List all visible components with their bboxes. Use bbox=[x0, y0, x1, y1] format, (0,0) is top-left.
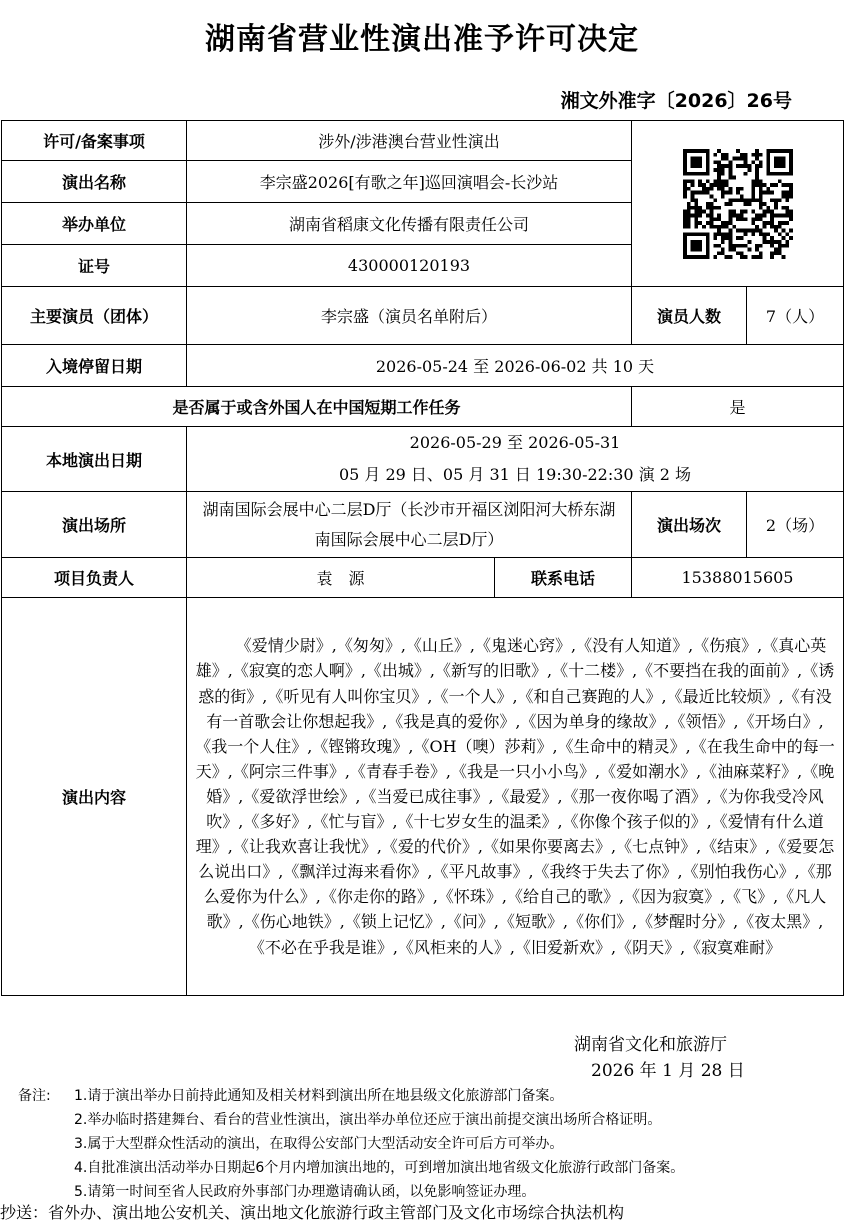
notes-section bbox=[18, 1084, 838, 1204]
organizer-label: 举办单位 bbox=[2, 203, 187, 245]
venue-value: 湖南国际会展中心二层D厅（长沙市开福区浏阳河大桥东湖南国际会展中心二层D厅） bbox=[187, 492, 632, 558]
document-title: 湖南省营业性演出准予许可决定 bbox=[205, 22, 639, 57]
permit-item-value: 涉外/涉港澳台营业性演出 bbox=[187, 121, 632, 161]
sessions-value: 2（场） bbox=[747, 492, 844, 558]
issue-date: 2026 年 1 月 28 日 bbox=[591, 1061, 745, 1081]
issuer-name: 湖南省文化和旅游厅 bbox=[574, 1035, 727, 1055]
note-text: 2.举办临时搭建舞台、看台的营业性演出，演出举办单位还应于演出前提交演出场所合格证明。 bbox=[74, 1112, 662, 1128]
note-item bbox=[18, 1084, 838, 1108]
phone-label: 联系电话 bbox=[495, 558, 632, 598]
show-name-label: 演出名称 bbox=[2, 161, 187, 203]
local-dates-schedule: 05 月 29 日、05 月 31 日 19:30-22:30 演 2 场 bbox=[338, 465, 692, 484]
venue-label: 演出场所 bbox=[2, 492, 187, 558]
row-local-dates bbox=[2, 427, 844, 492]
organizer-value: 湖南省稻康文化传播有限责任公司 bbox=[187, 203, 632, 245]
foreign-work-value: 是 bbox=[632, 387, 844, 427]
row-manager bbox=[2, 558, 844, 598]
row-permit-item bbox=[2, 121, 844, 161]
cert-no-value: 430000120193 bbox=[187, 245, 632, 287]
local-dates-range: 2026-05-29 至 2026-05-31 bbox=[409, 433, 621, 452]
note-text: 5.请第一时间至省人民政府外事部门办理邀请确认函，以免影响签证办理。 bbox=[74, 1184, 536, 1200]
note-item bbox=[18, 1132, 838, 1156]
show-name-value: 李宗盛2026[有歌之年]巡回演唱会-长沙站 bbox=[187, 161, 632, 203]
note-item bbox=[18, 1156, 838, 1180]
row-venue bbox=[2, 492, 844, 558]
performer-count-value: 7（人） bbox=[747, 287, 844, 345]
content-label: 演出内容 bbox=[2, 598, 187, 996]
qr-code-cell bbox=[632, 121, 844, 287]
manager-label: 项目负责人 bbox=[2, 558, 187, 598]
manager-value: 袁 源 bbox=[187, 558, 495, 598]
note-text: 3.属于大型群众性活动的演出，在取得公安部门大型活动安全许可后方可举办。 bbox=[74, 1136, 564, 1152]
note-text: 4.自批准演出活动举办日期起6个月内增加演出地的，可到增加演出地省级文化旅游行政部门备案。 bbox=[74, 1160, 685, 1176]
entry-stay-value: 2026-05-24 至 2026-06-02 共 10 天 bbox=[187, 345, 844, 387]
content-song-list: 《爱情少尉》,《匆匆》,《山丘》,《鬼迷心窍》,《没有人知道》,《伤痕》,《真心英雄》,《寂寞的恋人啊》,《出城》,《新写的旧歌》,《十二楼》,《不要挡在我的面前》,《诱惑的街》,《听见有人叫你宝贝》,《一个人》,《和自己赛跑的人》,《最近比较烦》,《有没有一首歌会让你想起我》,《我是真的爱你》,《因为单身的缘故》,《领悟》,《开场白》,《我一个人住》,《铿锵玫瑰》,《OH（噢）莎莉》,《生命中的精灵》,《在我生命中的每一天》,《阿宗三件事》,《青春手卷》,《我是一只小小鸟》,《爱如潮水》,《油麻菜籽》,《晚婚》,《爱欲浮世绘》,《当爱已成往事》,《最爱》,《那一夜你喝了酒》,《为你我受冷风吹》,《多好》,《忙与盲》,《十七岁女生的温柔》,《你像个孩子似的》,《爱情有什么道理》,《让我欢喜让我忧》,《爱的代价》,《如果你要离去》,《七点钟》,《结束》,《爱要怎么说出口》,《飘洋过海来看你》,《平凡故事》,《我终于失去了你》,《别怕我伤心》,《那么爱你为什么》,《你走你的路》,《怀珠》,《给自己的歌》,《因为寂寞》,《飞》,《凡人歌》,《伤心地铁》,《锁上记忆》,《问》,《短歌》,《你们》,《梦醒时分》,《夜太黑》,《不必在乎我是谁》,《风柜来的人》,《旧爱新欢》,《阴天》,《寂寞难耐》 bbox=[187, 598, 844, 996]
permit-item-label: 许可/备案事项 bbox=[2, 121, 187, 161]
foreign-work-label: 是否属于或含外国人在中国短期工作任务 bbox=[2, 387, 632, 427]
document-number: 湘文外准字〔2026〕26号 bbox=[560, 90, 792, 112]
permit-table bbox=[1, 120, 844, 996]
performer-count-label: 演员人数 bbox=[632, 287, 747, 345]
row-main-performers bbox=[2, 287, 844, 345]
cert-no-label: 证号 bbox=[2, 245, 187, 287]
local-dates-value bbox=[187, 427, 844, 492]
row-foreign-work bbox=[2, 387, 844, 427]
phone-value: 15388015605 bbox=[632, 558, 844, 598]
note-item bbox=[18, 1108, 838, 1132]
main-performers-value: 李宗盛（演员名单附后） bbox=[187, 287, 632, 345]
row-entry-stay bbox=[2, 345, 844, 387]
qr-code-image bbox=[683, 149, 793, 259]
local-dates-label: 本地演出日期 bbox=[2, 427, 187, 492]
entry-stay-label: 入境停留日期 bbox=[2, 345, 187, 387]
row-content bbox=[2, 598, 844, 996]
main-performers-label: 主要演员（团体） bbox=[2, 287, 187, 345]
copy-to-line: 抄送：省外办、演出地公安机关、演出地文化旅游行政主管部门及文化市场综合执法机构 bbox=[0, 1203, 625, 1222]
note-text: 1.请于演出举办日前持此通知及相关材料到演出所在地县级文化旅游部门备案。 bbox=[74, 1088, 564, 1104]
notes-label: 备注: bbox=[18, 1088, 51, 1104]
sessions-label: 演出场次 bbox=[632, 492, 747, 558]
